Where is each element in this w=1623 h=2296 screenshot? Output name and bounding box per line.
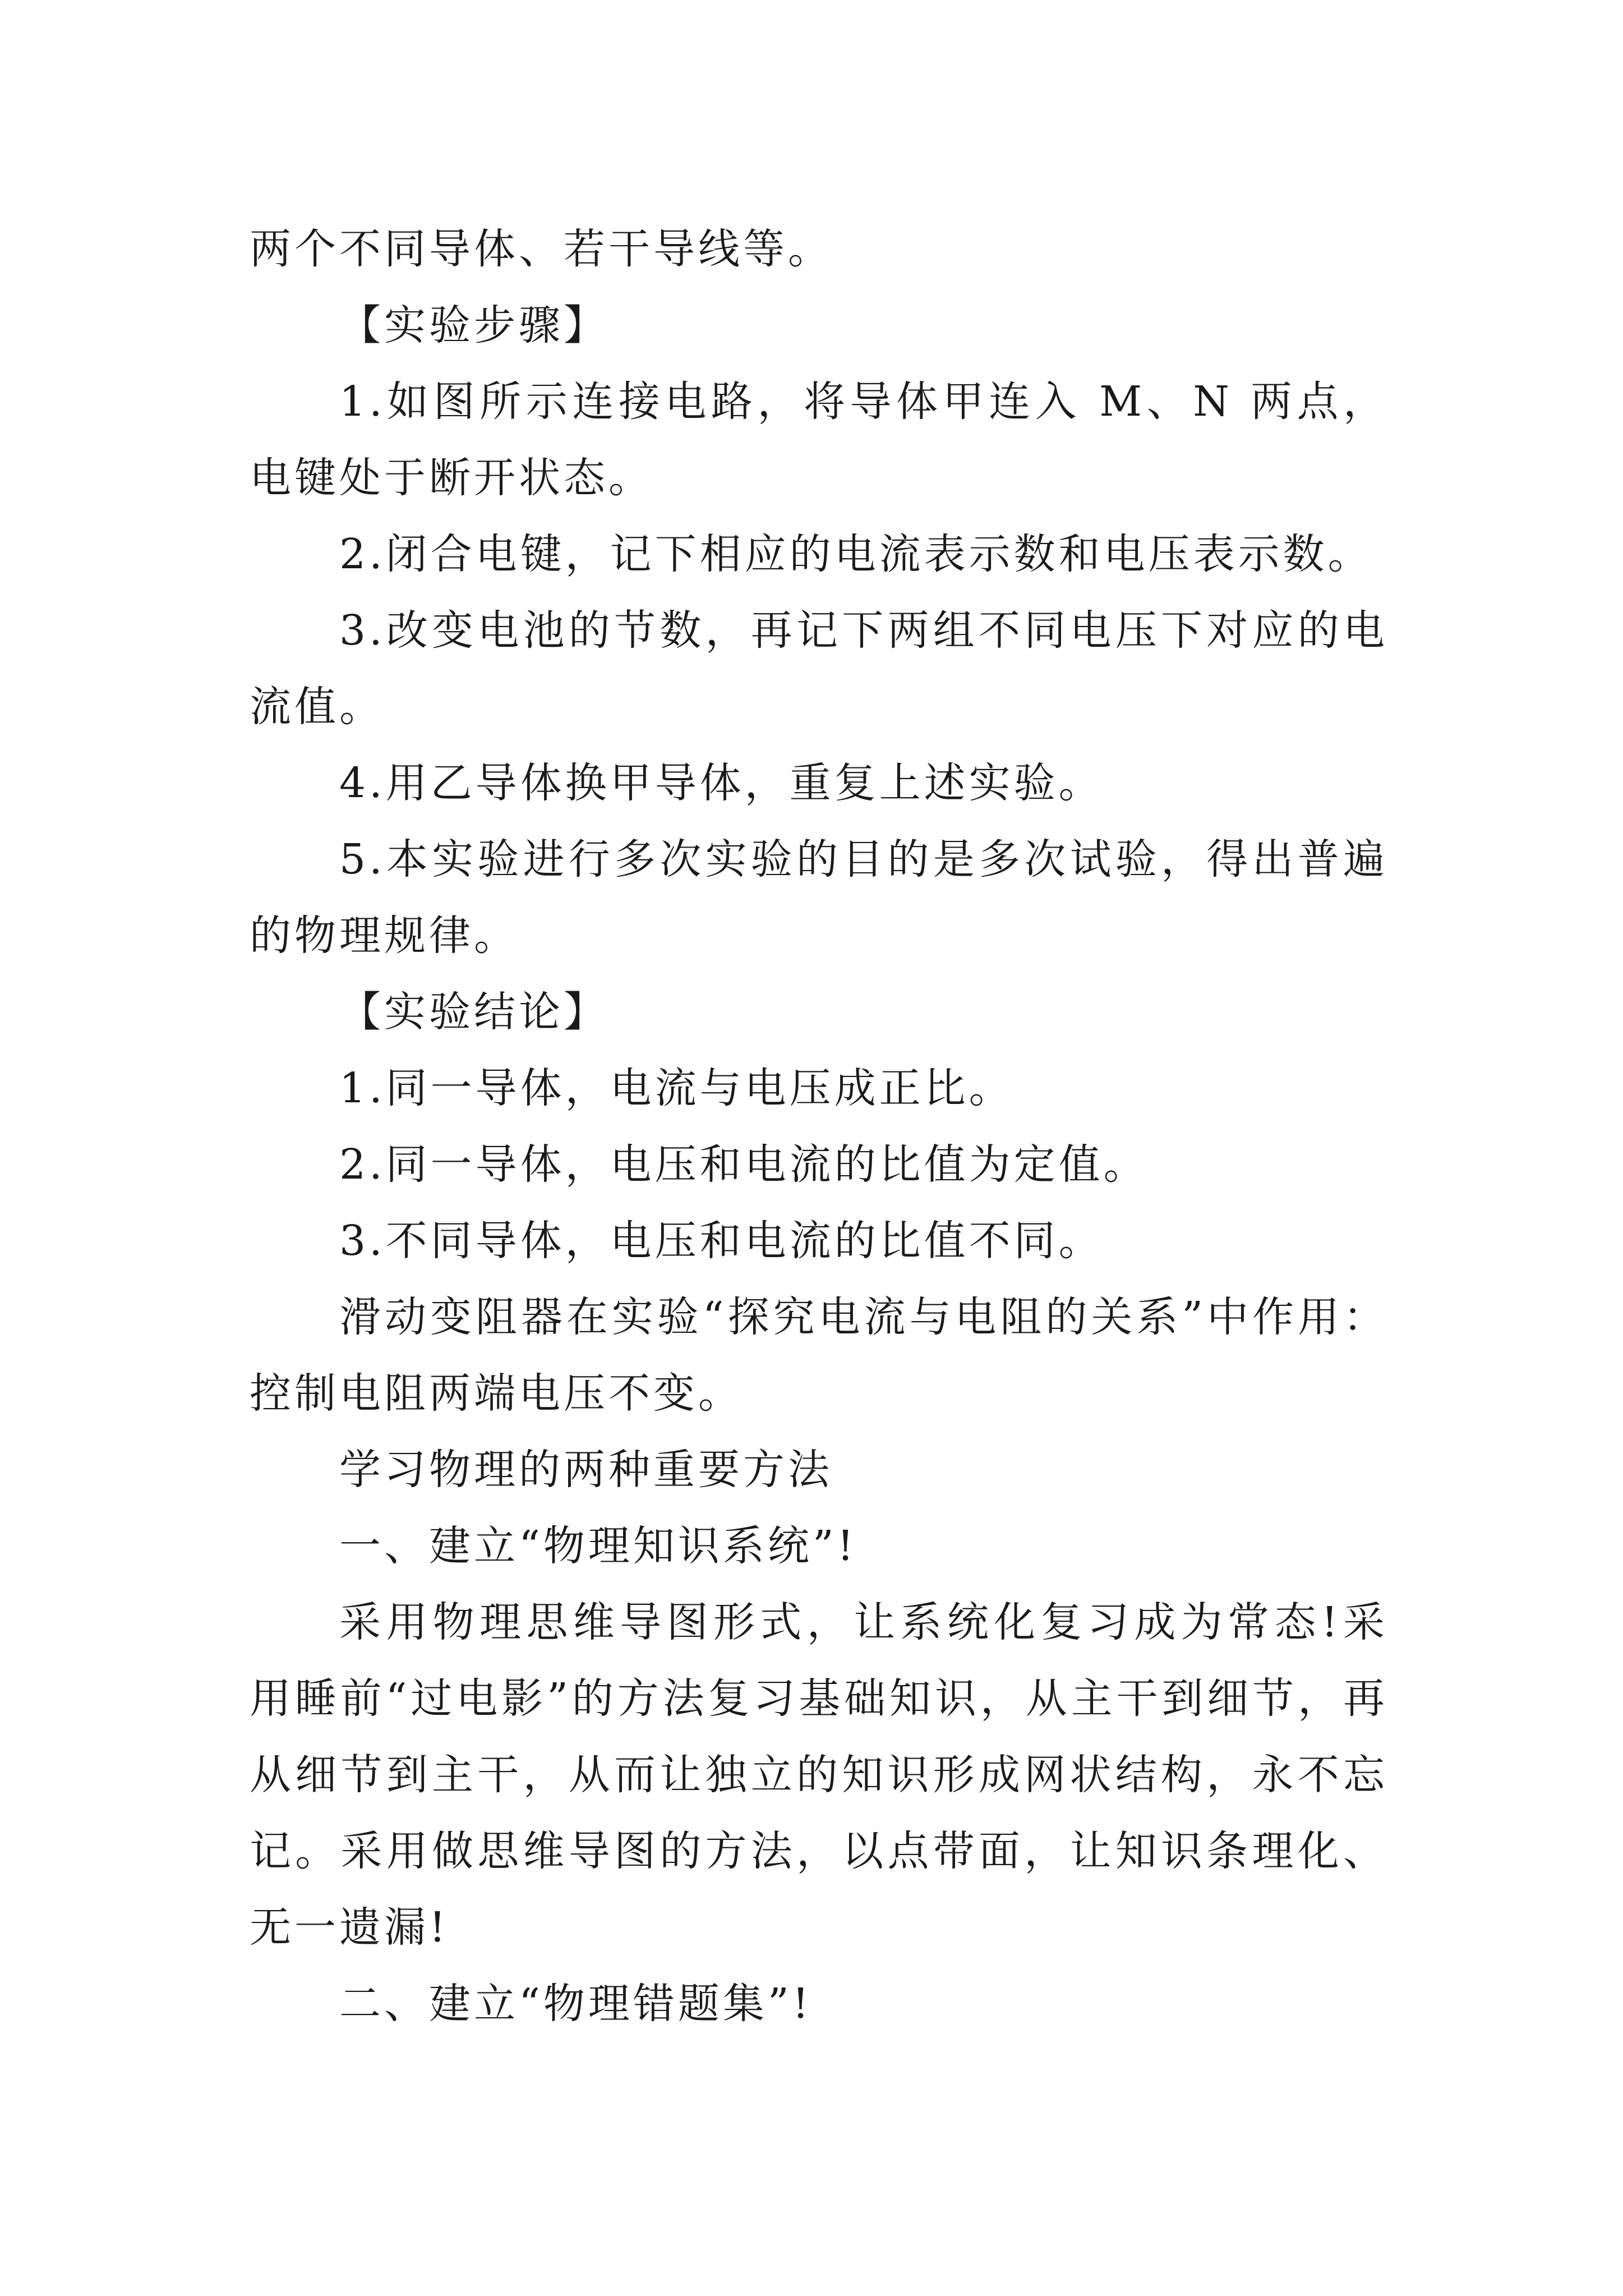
section-heading-steps: 【实验步骤】 bbox=[339, 301, 608, 349]
method-1-body: 采用物理思维导图形式，让系统化复习成为常态!采用睡前“过电影”的方法复习基础知识，从主干到细节，再从细节到主干，从而让独立的知识形成网状结构，永不忘记。采用做思维导图的方法，以点带面，让知识条理化、无一遗漏! bbox=[250, 1598, 1388, 1952]
method-1-heading: 一、建立“物理知识系统”! bbox=[339, 1522, 857, 1570]
paragraph-rheostat: 滑动变阻器在实验“探究电流与电阻的关系”中作用：控制电阻两端电压不变。 bbox=[250, 1293, 1388, 1418]
paragraph-materials: 两个不同导体、若干导线等。 bbox=[250, 225, 833, 273]
step-4: 4.用乙导体换甲导体，重复上述实验。 bbox=[339, 759, 1104, 807]
method-2-heading: 二、建立“物理错题集”! bbox=[339, 1980, 813, 2028]
section-heading-conclusion: 【实验结论】 bbox=[339, 988, 608, 1036]
conclusion-1: 1.同一导体，电流与电压成正比。 bbox=[339, 1064, 1014, 1112]
step-3: 3.改变电池的节数，再记下两组不同电压下对应的电流值。 bbox=[250, 606, 1388, 731]
paragraph-methods-title: 学习物理的两种重要方法 bbox=[339, 1446, 833, 1494]
step-1: 1.如图所示连接电路，将导体甲连入 M、N 两点，电键处于断开状态。 bbox=[250, 378, 1388, 502]
conclusion-2: 2.同一导体，电压和电流的比值为定值。 bbox=[339, 1140, 1149, 1189]
step-2: 2.闭合电键，记下相应的电流表示数和电压表示数。 bbox=[339, 530, 1373, 578]
conclusion-3: 3.不同导体，电压和电流的比值不同。 bbox=[339, 1217, 1104, 1265]
step-5: 5.本实验进行多次实验的目的是多次试验，得出普遍的物理规律。 bbox=[250, 835, 1388, 960]
document-body bbox=[250, 211, 1388, 2042]
